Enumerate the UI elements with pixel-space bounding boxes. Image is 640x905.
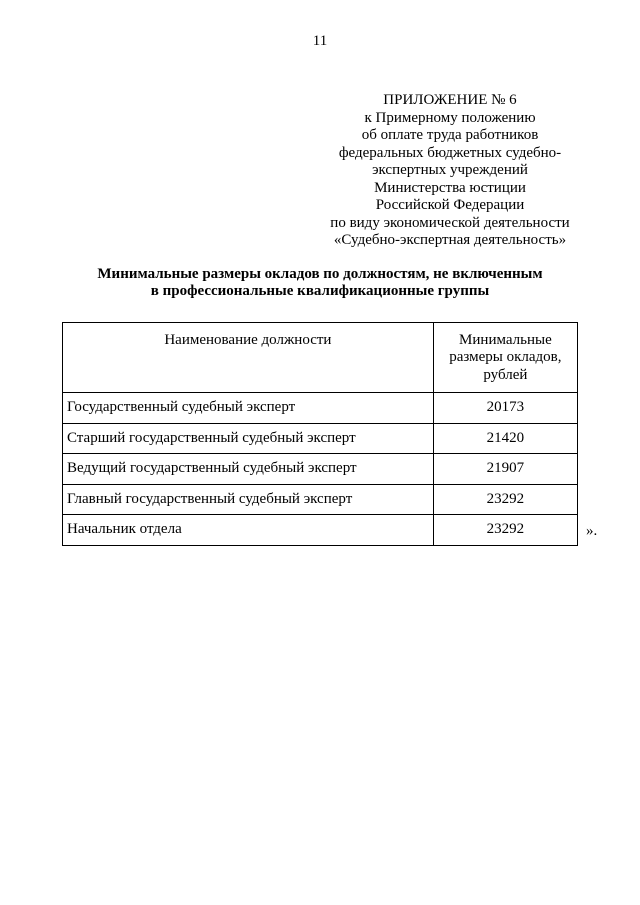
document-title-line: Минимальные размеры окладов по должностям, не включенным xyxy=(97,265,543,282)
salary-cell: 20173 xyxy=(433,393,577,424)
table-row xyxy=(63,484,578,515)
salary-table xyxy=(62,322,578,546)
appendix-line: Министерства юстиции xyxy=(374,179,526,196)
salary-table-head xyxy=(63,322,578,393)
salary-cell: 23292 xyxy=(433,515,577,546)
appendix-line: федеральных бюджетных судебно- xyxy=(338,144,562,161)
salary-cell: 21420 xyxy=(433,423,577,454)
table-row xyxy=(63,393,578,424)
salary-table-wrap xyxy=(62,322,598,546)
appendix-line: ПРИЛОЖЕНИЕ № 6 xyxy=(383,92,517,108)
header-position: Наименование должности xyxy=(63,322,434,393)
position-cell: Главный государственный судебный эксперт xyxy=(63,484,434,515)
appendix-line: экспертных учреждений xyxy=(372,162,528,178)
salary-table-body xyxy=(63,393,578,546)
document-title-line: в профессиональные квалификационные группы xyxy=(150,283,490,299)
document-title xyxy=(0,266,640,301)
table-row xyxy=(63,454,578,485)
appendix-line: к Примерному положению xyxy=(364,109,536,126)
salary-cell: 21907 xyxy=(433,454,577,485)
table-header-row xyxy=(63,322,578,393)
position-cell: Ведущий государственный судебный эксперт xyxy=(63,454,434,485)
salary-cell: 23292 xyxy=(433,484,577,515)
appendix-line: об оплате труда работников xyxy=(361,127,539,143)
appendix-line: «Судебно-экспертная деятельность» xyxy=(333,232,567,248)
table-row xyxy=(63,515,578,546)
table-row xyxy=(63,423,578,454)
header-salary: Минимальные размеры окладов, рублей xyxy=(433,322,577,393)
position-cell: Государственный судебный эксперт xyxy=(63,393,434,424)
appendix-line: по виду экономической деятельности xyxy=(330,214,570,231)
page-number: 11 xyxy=(312,33,328,49)
appendix-block xyxy=(300,92,600,250)
closing-quote-mark: ». xyxy=(586,522,598,539)
position-cell: Старший государственный судебный эксперт xyxy=(63,423,434,454)
appendix-line: Российской Федерации xyxy=(375,197,525,213)
position-cell: Начальник отдела xyxy=(63,515,434,546)
